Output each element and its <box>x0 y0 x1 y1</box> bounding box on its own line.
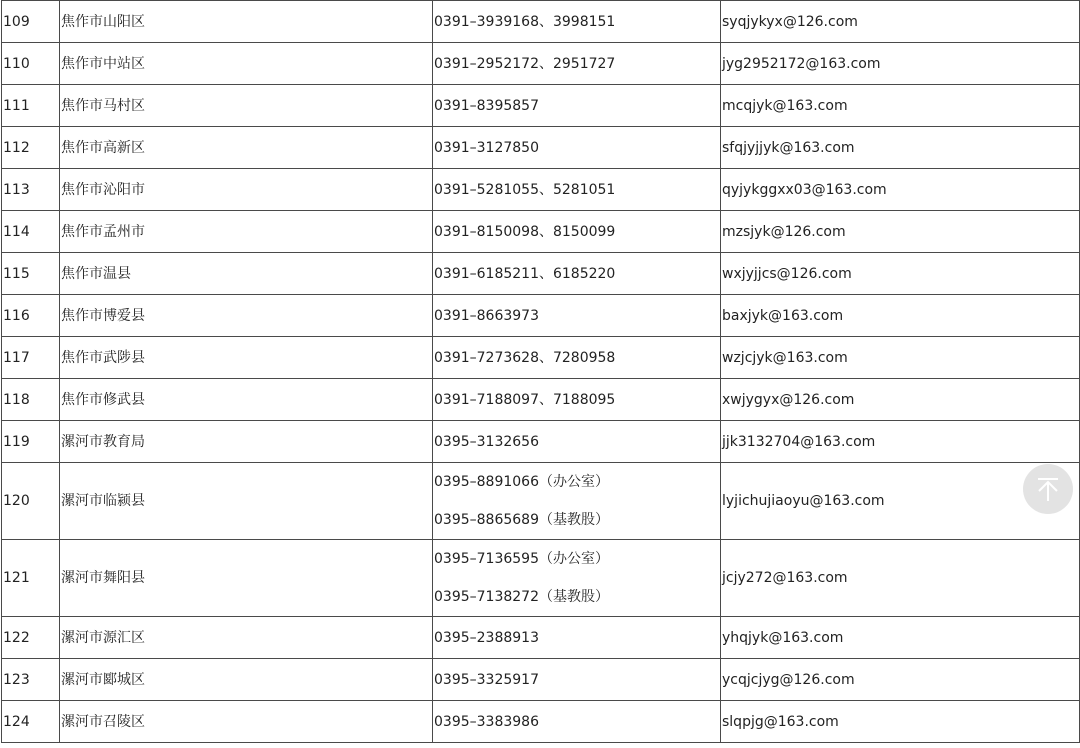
email-cell: ycqjcjyg@126.com <box>721 659 1080 701</box>
contact-table <box>1 0 1080 743</box>
phone-number: 0395–3132656 <box>434 433 539 450</box>
email-cell: qyjykggxx03@163.com <box>721 169 1080 211</box>
row-number: 112 <box>2 127 60 169</box>
email-cell: mcqjyk@163.com <box>721 85 1080 127</box>
district-name: 焦作市博爱县 <box>60 295 433 337</box>
district-name: 漯河市郾城区 <box>60 659 433 701</box>
row-number: 115 <box>2 253 60 295</box>
district-name: 漯河市源汇区 <box>60 617 433 659</box>
phone-number: 0395–7138272（基教股） <box>434 589 609 605</box>
row-number: 124 <box>2 701 60 743</box>
table-row <box>2 701 1080 743</box>
phone-cell <box>433 43 721 85</box>
phone-number: 0391–2952172、2951727 <box>434 55 616 72</box>
email-cell: baxjyk@163.com <box>721 295 1080 337</box>
row-number: 123 <box>2 659 60 701</box>
phone-cell <box>433 253 721 295</box>
email-cell: jyg2952172@163.com <box>721 43 1080 85</box>
phone-number: 0391–7188097、7188095 <box>434 391 616 408</box>
phone-cell <box>433 1 721 43</box>
row-number: 111 <box>2 85 60 127</box>
phone-number: 0395–3383986 <box>434 713 539 730</box>
email-cell: slqpjg@163.com <box>721 701 1080 743</box>
email-cell: syqjykyx@126.com <box>721 1 1080 43</box>
row-number: 120 <box>2 463 60 540</box>
phone-cell <box>433 211 721 253</box>
phone-number: 0391–3127850 <box>434 139 539 156</box>
phone-number: 0395–8865689（基教股） <box>434 512 609 528</box>
email-cell: yhqjyk@163.com <box>721 617 1080 659</box>
table-row <box>2 253 1080 295</box>
email-cell: sfqjyjjyk@163.com <box>721 127 1080 169</box>
table-row <box>2 337 1080 379</box>
row-number: 116 <box>2 295 60 337</box>
district-name: 漯河市舞阳县 <box>60 540 433 617</box>
phone-number: 0395–7136595（办公室） <box>434 551 609 567</box>
table-row <box>2 43 1080 85</box>
row-number: 109 <box>2 1 60 43</box>
table-row <box>2 85 1080 127</box>
email-cell: lyjichujiaoyu@163.com <box>721 463 1080 540</box>
table-row <box>2 1 1080 43</box>
email-cell: xwjygyx@126.com <box>721 379 1080 421</box>
phone-cell <box>433 540 721 617</box>
row-number: 121 <box>2 540 60 617</box>
row-number: 110 <box>2 43 60 85</box>
email-cell: mzsjyk@126.com <box>721 211 1080 253</box>
table-row <box>2 421 1080 463</box>
table-row <box>2 463 1080 540</box>
phone-number: 0391–8663973 <box>434 307 539 324</box>
district-name: 焦作市温县 <box>60 253 433 295</box>
email-cell: wzjcjyk@163.com <box>721 337 1080 379</box>
district-name: 焦作市高新区 <box>60 127 433 169</box>
phone-cell <box>433 85 721 127</box>
phone-cell <box>433 463 721 540</box>
email-cell: jjk3132704@163.com <box>721 421 1080 463</box>
phone-number: 0391–3939168、3998151 <box>434 13 616 30</box>
table-row <box>2 379 1080 421</box>
arrow-up-to-top-icon <box>1035 476 1061 502</box>
phone-number: 0391–7273628、7280958 <box>434 349 616 366</box>
row-number: 118 <box>2 379 60 421</box>
table-row <box>2 169 1080 211</box>
phone-number: 0391–8150098、8150099 <box>434 223 616 240</box>
phone-number: 0395–2388913 <box>434 629 539 646</box>
district-name: 焦作市山阳区 <box>60 1 433 43</box>
row-number: 113 <box>2 169 60 211</box>
row-number: 119 <box>2 421 60 463</box>
phone-cell <box>433 659 721 701</box>
email-cell: wxjyjjcs@126.com <box>721 253 1080 295</box>
phone-number: 0391–6185211、6185220 <box>434 265 616 282</box>
table-row <box>2 211 1080 253</box>
phone-cell <box>433 379 721 421</box>
row-number: 117 <box>2 337 60 379</box>
phone-cell <box>433 701 721 743</box>
phone-number: 0391–8395857 <box>434 97 539 114</box>
phone-number: 0395–8891066（办公室） <box>434 474 609 490</box>
district-name: 焦作市武陟县 <box>60 337 433 379</box>
phone-cell <box>433 127 721 169</box>
table-row <box>2 617 1080 659</box>
table-row <box>2 295 1080 337</box>
district-name: 焦作市修武县 <box>60 379 433 421</box>
row-number: 122 <box>2 617 60 659</box>
table-row <box>2 540 1080 617</box>
district-name: 焦作市沁阳市 <box>60 169 433 211</box>
district-name: 焦作市孟州市 <box>60 211 433 253</box>
table-row <box>2 127 1080 169</box>
district-name: 漯河市临颍县 <box>60 463 433 540</box>
phone-cell <box>433 295 721 337</box>
row-number: 114 <box>2 211 60 253</box>
scroll-to-top-button[interactable] <box>1023 464 1073 514</box>
district-name: 漯河市教育局 <box>60 421 433 463</box>
phone-number: 0391–5281055、5281051 <box>434 181 616 198</box>
district-name: 焦作市中站区 <box>60 43 433 85</box>
phone-cell <box>433 169 721 211</box>
email-cell: jcjy272@163.com <box>721 540 1080 617</box>
district-name: 漯河市召陵区 <box>60 701 433 743</box>
district-name: 焦作市马村区 <box>60 85 433 127</box>
phone-cell <box>433 337 721 379</box>
phone-cell <box>433 617 721 659</box>
table-row <box>2 659 1080 701</box>
phone-number: 0395–3325917 <box>434 671 539 688</box>
phone-cell <box>433 421 721 463</box>
